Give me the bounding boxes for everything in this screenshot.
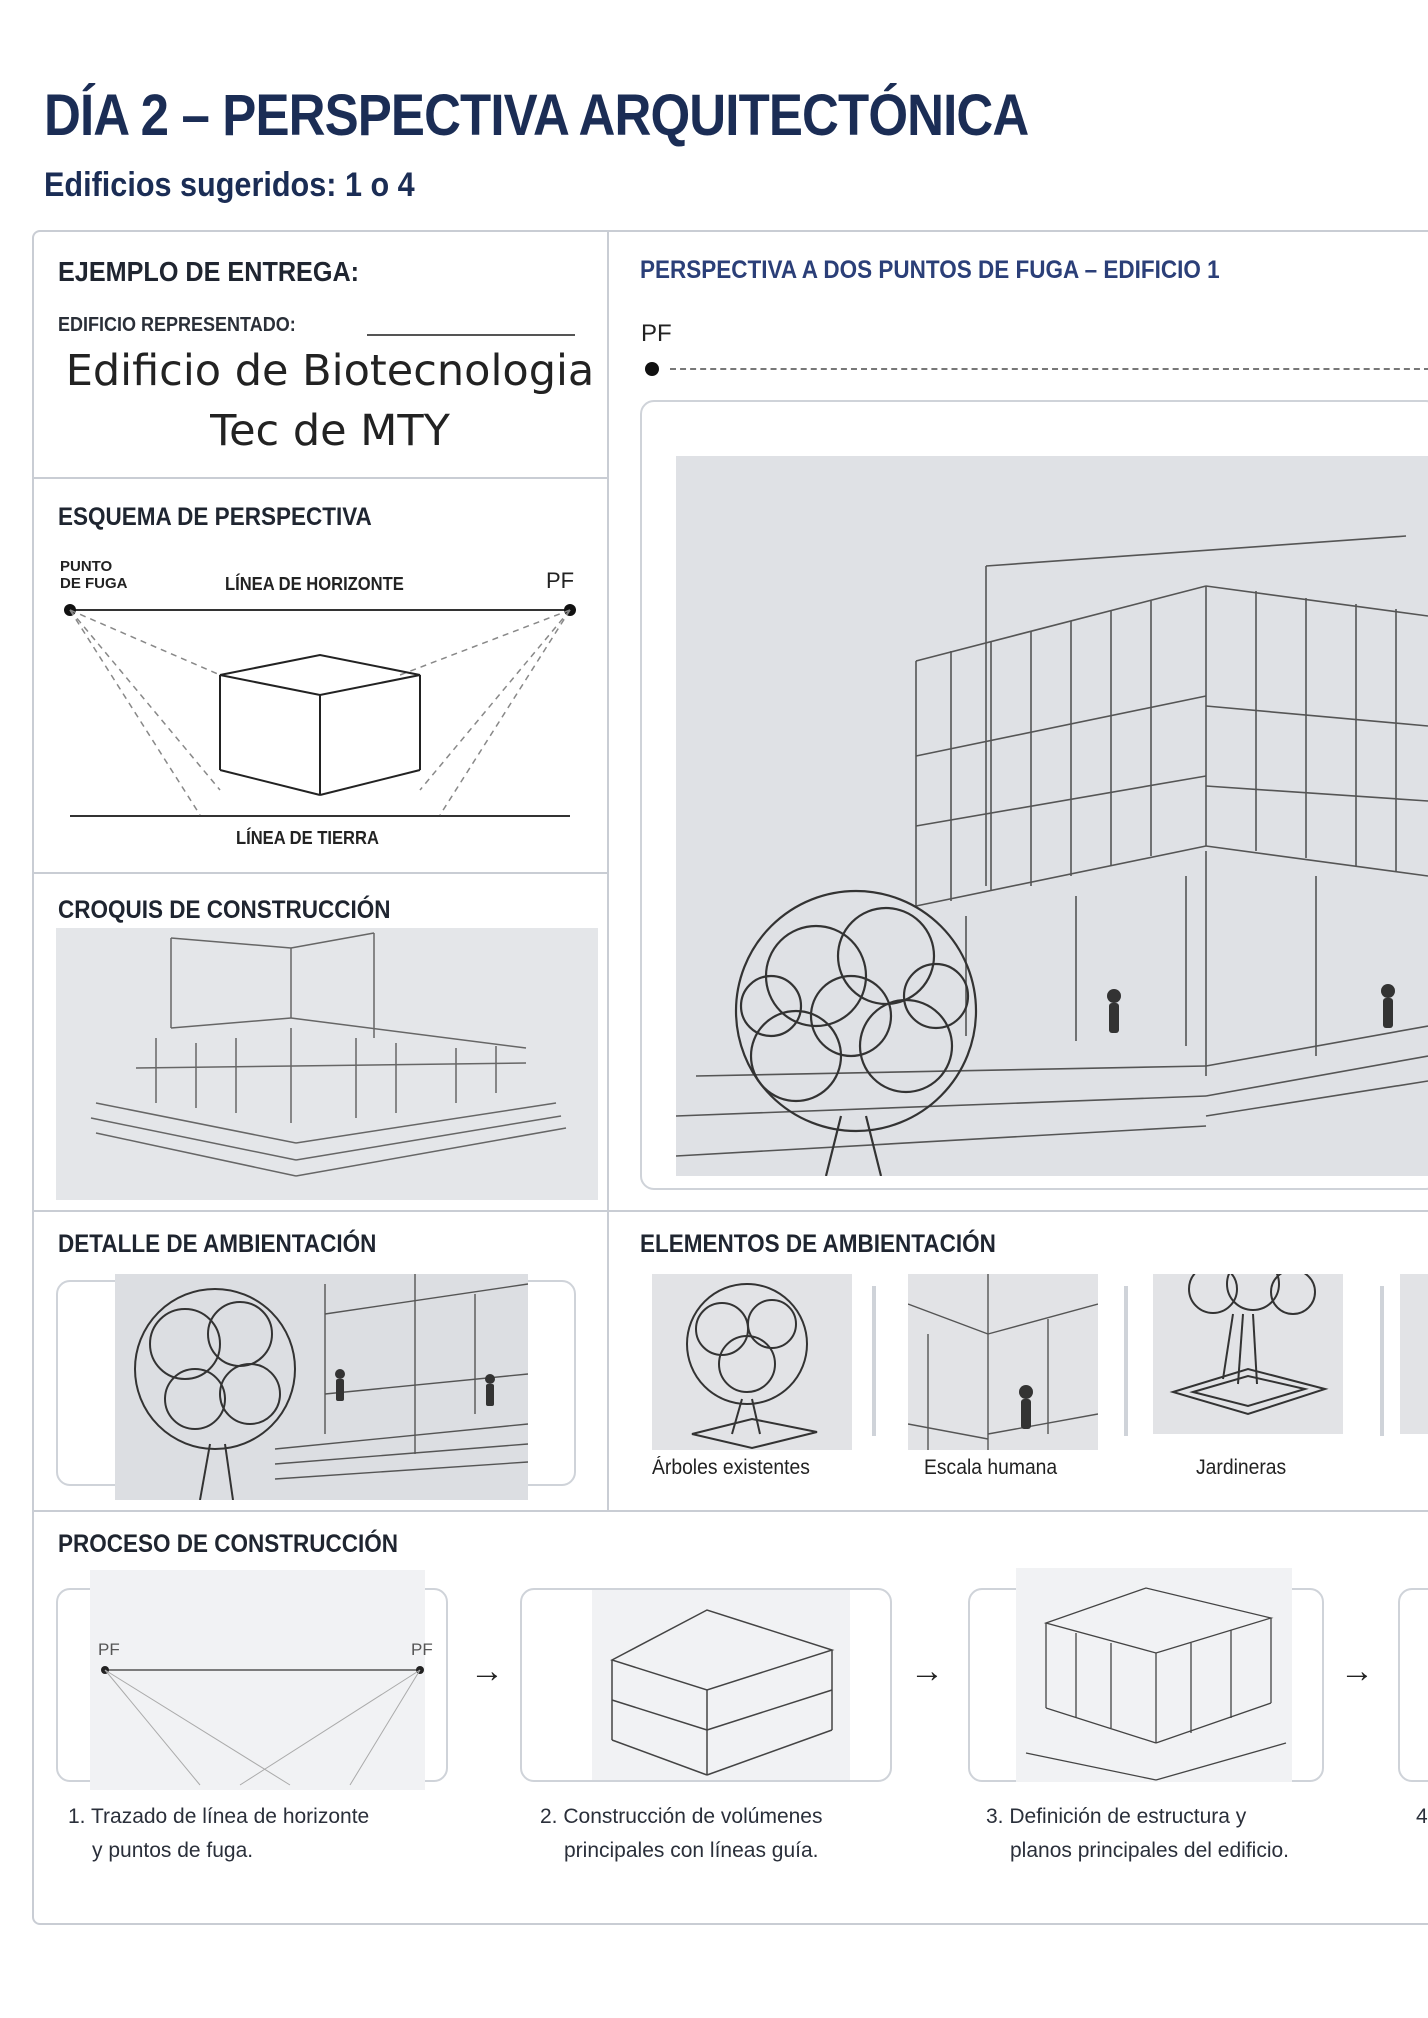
page-title: DÍA 2 – PERSPECTIVA ARQUITECTÓNICA [44, 83, 1029, 148]
divider [34, 1210, 1428, 1212]
fourth-thumbnail-partial [1400, 1274, 1428, 1434]
step3-image [1016, 1568, 1292, 1782]
vp-label-line1: PUNTO [60, 558, 113, 575]
ground-line-label: LÍNEA DE TIERRA [236, 828, 379, 848]
vp-label-line2: DE FUGA [60, 575, 128, 592]
divider [34, 1510, 1428, 1512]
arrow-right-icon: → [1340, 1652, 1374, 1690]
detail-ambience-image [115, 1274, 528, 1500]
step2-caption-line1: 2. Construcción de volúmenes [540, 1805, 823, 1828]
column-divider [607, 232, 609, 1512]
horizon-line-label: LÍNEA DE HORIZONTE [225, 574, 404, 594]
step3-caption-line1: 3. Definición de estructura y [986, 1805, 1247, 1828]
thumb-divider [872, 1286, 876, 1436]
building-label: EDIFICIO REPRESENTADO: [58, 314, 296, 336]
vanishing-point-left-label [60, 558, 128, 592]
croquis-heading: CROQUIS DE CONSTRUCCIÓN [58, 896, 391, 924]
vanishing-point-right-label: PF [546, 568, 575, 593]
trees-thumbnail [652, 1274, 852, 1450]
step4-caption [1416, 1800, 1428, 1834]
detalle-heading: DETALLE DE AMBIENTACIÓN [58, 1230, 377, 1258]
building-perspective-drawing [676, 456, 1428, 1176]
divider [34, 477, 607, 479]
entrega-heading: EJEMPLO DE ENTREGA: [58, 256, 360, 287]
step4-caption-line1: 4 [1416, 1805, 1428, 1828]
pf-label: PF [641, 320, 672, 347]
element-caption-trees: Árboles existentes [652, 1456, 810, 1479]
building-underline [367, 334, 575, 336]
step1-pf-left: PF [98, 1640, 120, 1659]
proceso-heading: PROCESO DE CONSTRUCCIÓN [58, 1530, 399, 1558]
esquema-heading: ESQUEMA DE PERSPECTIVA [58, 503, 372, 531]
construction-sketch-image [56, 928, 598, 1200]
step1-caption-line2: y puntos de fuga. [92, 1839, 254, 1862]
thumb-divider [1380, 1286, 1384, 1436]
perspective-heading: PERSPECTIVA A DOS PUNTOS DE FUGA – EDIFICIO 1 [640, 256, 1220, 284]
elementos-heading: ELEMENTOS DE AMBIENTACIÓN [640, 1230, 996, 1258]
process-step-card-4 [1398, 1588, 1428, 1782]
divider [34, 872, 607, 874]
human-scale-thumbnail [908, 1274, 1098, 1450]
planters-thumbnail [1153, 1274, 1343, 1434]
step3-caption [986, 1800, 1289, 1868]
arrow-right-icon: → [910, 1652, 944, 1690]
building-name-line1: Edificio de Biotecnologia [65, 346, 595, 396]
horizon-dashed-line [670, 368, 1428, 370]
step3-caption-line2: planos principales del edificio. [1010, 1839, 1289, 1862]
thumb-divider [1124, 1286, 1128, 1436]
step1-pf-right: PF [411, 1640, 433, 1659]
step2-caption [540, 1800, 823, 1868]
step1-caption [68, 1800, 369, 1868]
step1-caption-line1: 1. Trazado de línea de horizonte [68, 1805, 370, 1828]
arrow-right-icon: → [470, 1652, 504, 1690]
step1-image [90, 1570, 425, 1790]
step2-caption-line2: principales con líneas guía. [564, 1839, 819, 1862]
element-caption-planters: Jardineras [1196, 1456, 1287, 1479]
building-name-line2: Tec de MTY [210, 406, 450, 456]
element-caption-human-scale: Escala humana [924, 1456, 1058, 1479]
page-subtitle: Edificios sugeridos: 1 o 4 [44, 166, 415, 204]
step2-image [592, 1590, 850, 1780]
vanishing-point-dot [645, 362, 659, 376]
perspective-scheme-diagram [60, 560, 600, 860]
